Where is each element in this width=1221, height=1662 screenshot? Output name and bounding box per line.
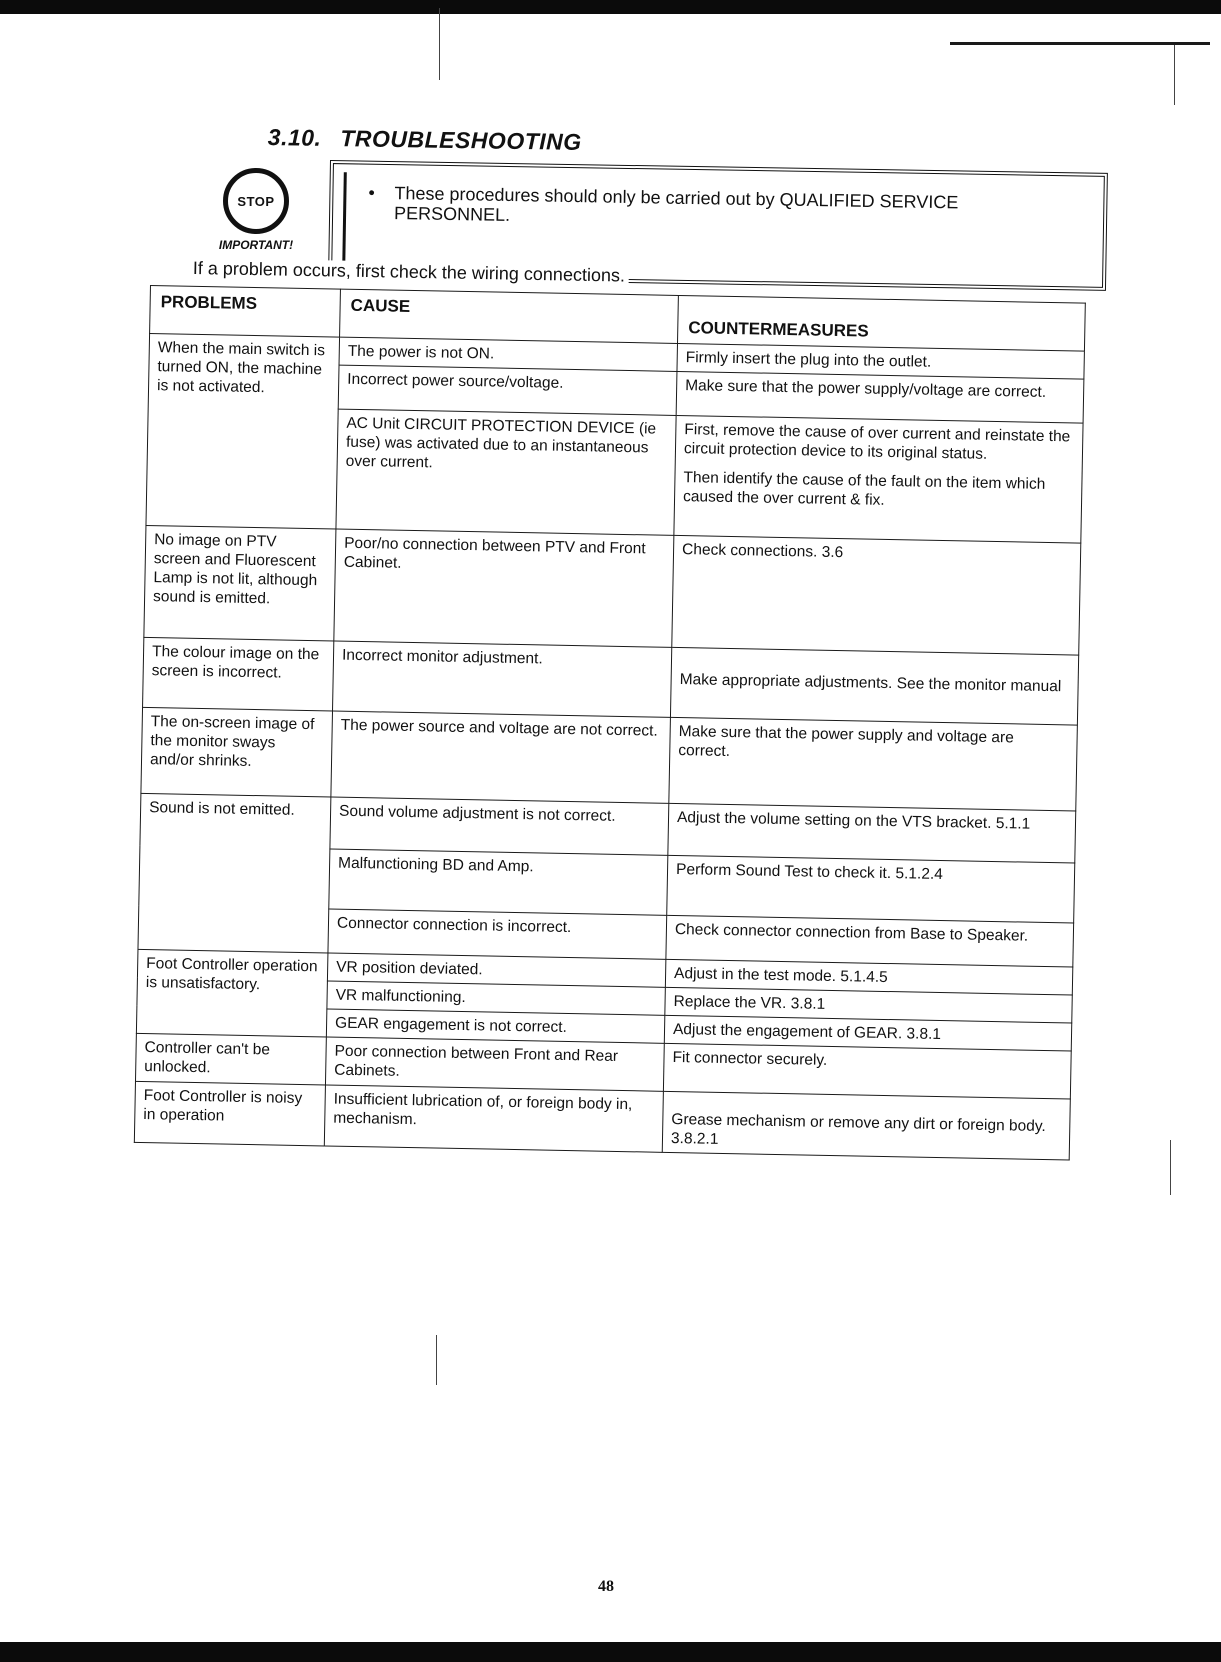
scan-mark	[1170, 1140, 1171, 1195]
problem-cell: The colour image on the screen is incorrect.	[143, 637, 334, 711]
cause-cell: The power is not ON.	[339, 337, 677, 371]
header-rule	[950, 42, 1210, 45]
problem-cell: Controller can't be unlocked.	[135, 1033, 326, 1085]
cause-cell: VR position deviated.	[327, 953, 665, 987]
stop-icon	[223, 168, 289, 234]
page-number: 48	[598, 1578, 614, 1595]
bullet-icon: •	[368, 182, 375, 203]
header-cause: CAUSE	[340, 289, 679, 343]
scan-mark	[436, 1335, 437, 1385]
countermeasure-cell	[674, 415, 1083, 543]
stop-icon-label: STOP	[237, 193, 275, 209]
problem-cell: When the main switch is turned ON, the machine is not activated.	[146, 334, 340, 530]
countermeasure-cell: Make sure that the power supply/voltage are correct.	[676, 371, 1084, 423]
section-title: TROUBLESHOOTING	[340, 125, 582, 155]
cause-cell: Incorrect monitor adjustment.	[333, 641, 672, 717]
notice-text	[370, 183, 1071, 235]
scan-mark	[1174, 45, 1175, 105]
countermeasure-cell: Check connector connection from Base to Speaker.	[666, 915, 1074, 967]
countermeasure-cell: Check connections. 3.6	[672, 535, 1081, 655]
header-countermeasures: COUNTERMEASURES	[677, 295, 1085, 351]
cause-cell: Incorrect power source/voltage.	[338, 365, 677, 415]
header-problems: PROBLEMS	[150, 286, 341, 338]
important-caption: IMPORTANT!	[218, 238, 294, 252]
problem-cell: No image on PTV screen and Fluorescent Lamp is not lit, although sound is emitted.	[144, 525, 336, 641]
important-badge	[210, 168, 302, 252]
cause-cell: VR malfunctioning.	[327, 981, 665, 1015]
section-number: 3.10.	[267, 124, 322, 151]
section-heading	[268, 124, 582, 156]
cause-cell: Connector connection is incorrect.	[328, 909, 667, 959]
countermeasure-cell: Adjust in the test mode. 5.1.4.5	[665, 959, 1072, 995]
table-row	[144, 525, 1081, 655]
scan-top-border	[0, 0, 1221, 14]
scan-bottom-border	[0, 1642, 1221, 1662]
countermeasure-cell: Make appropriate adjustments. See the monitor manual	[670, 647, 1078, 725]
cause-cell: Poor/no connection between PTV and Front Cabinet.	[334, 529, 674, 647]
countermeasure-cell: Firmly insert the plug into the outlet.	[677, 343, 1084, 379]
cause-cell: GEAR engagement is not correct.	[326, 1009, 664, 1043]
countermeasure-text: First, remove the cause of over current and reinstate the circuit protection device to its original status.	[683, 421, 1071, 463]
cause-cell: AC Unit CIRCUIT PROTECTION DEVICE (ie fuse) was activated due to an instantaneous over current.	[336, 409, 676, 535]
intro-text: If a problem occurs, first check the wiring connections.	[193, 258, 629, 287]
countermeasure-text: Then identify the cause of the fault on the item which caused the over current & fix.	[682, 469, 1046, 509]
countermeasure-cell: Grease mechanism or remove any dirt or foreign body. 3.8.2.1	[662, 1091, 1070, 1160]
cause-cell: Sound volume adjustment is not correct.	[330, 797, 669, 855]
countermeasure-cell: Replace the VR. 3.8.1	[665, 987, 1072, 1023]
troubleshooting-table	[134, 285, 1086, 1160]
countermeasure-cell: Adjust the volume setting on the VTS bracket. 5.1.1	[668, 803, 1076, 863]
notice-body: These procedures should only be carried out by QUALIFIED SERVICE PERSONNEL.	[393, 183, 959, 225]
problem-cell: Foot Controller operation is unsatisfactory.	[136, 949, 328, 1037]
troubleshooting-table-wrap	[134, 285, 1085, 1160]
problem-cell: The on-screen image of the monitor sways and/or shrinks.	[141, 707, 333, 797]
problem-cell: Sound is not emitted.	[138, 793, 331, 953]
problem-cell: Foot Controller is noisy in operation	[134, 1081, 325, 1146]
countermeasure-cell: Fit connector securely.	[663, 1043, 1071, 1099]
cause-cell: Insufficient lubrication of, or foreign body in, mechanism.	[324, 1085, 663, 1152]
countermeasure-cell: Adjust the engagement of GEAR. 3.8.1	[664, 1015, 1071, 1051]
scan-mark	[439, 8, 440, 80]
cause-cell: The power source and voltage are not correct.	[331, 711, 671, 803]
countermeasure-cell: Make sure that the power supply and voltage are correct.	[669, 717, 1078, 811]
cause-cell: Malfunctioning BD and Amp.	[329, 849, 668, 915]
countermeasure-cell: Perform Sound Test to check it. 5.1.2.4	[667, 855, 1075, 923]
cause-cell: Poor connection between Front and Rear Cabinets.	[325, 1037, 664, 1091]
